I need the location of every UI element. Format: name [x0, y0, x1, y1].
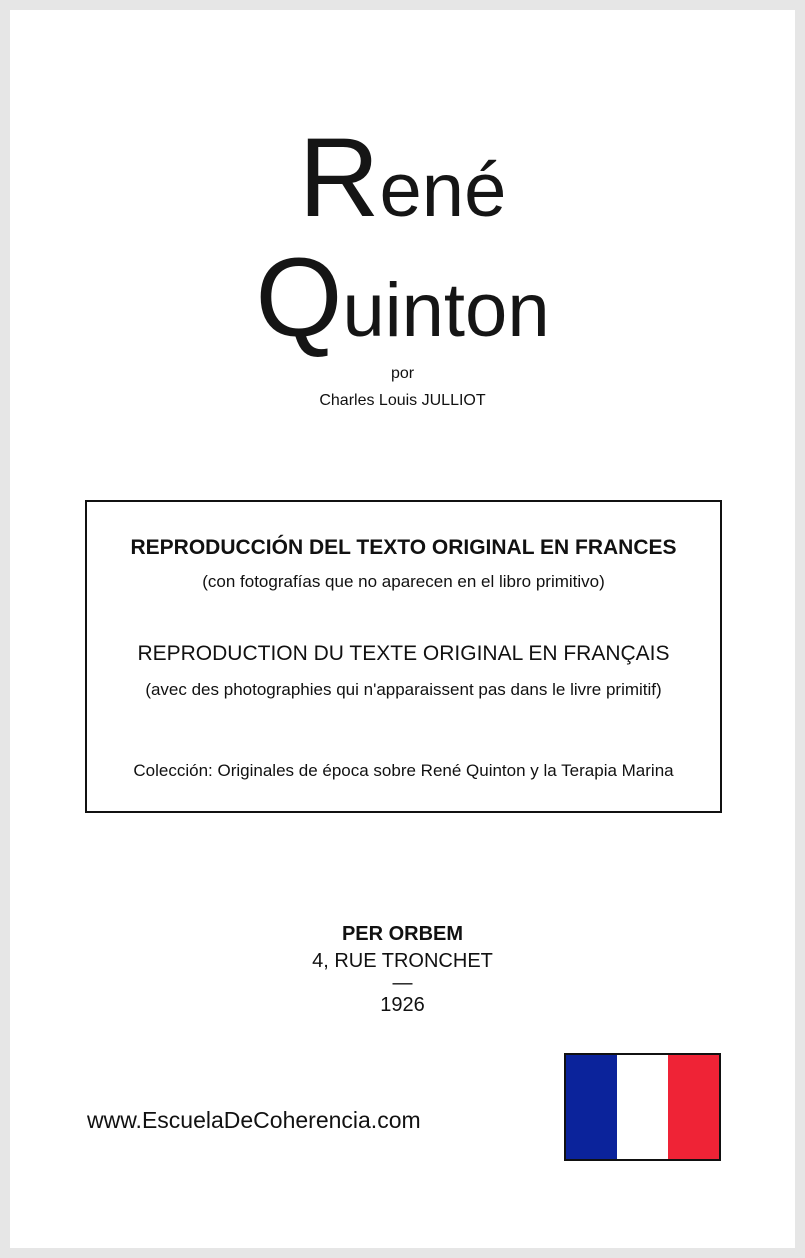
flag-stripe-white — [617, 1055, 668, 1159]
spanish-heading: REPRODUCCIÓN DEL TEXTO ORIGINAL EN FRANCES — [130, 536, 677, 559]
french-subtitle: (avec des photographies qui n'apparaissent pas dans le livre primitif) — [145, 680, 662, 699]
french-flag-icon — [564, 1053, 721, 1161]
book-cover — [10, 10, 795, 1248]
title-rest-2: uinton — [342, 268, 550, 353]
publisher-address: 4, RUE TRONCHET — [312, 950, 493, 972]
notice-box — [85, 500, 722, 813]
publisher-name: PER ORBEM — [341, 923, 464, 945]
title-line-2 — [10, 235, 795, 360]
collection-note: Colección: Originales de época sobre René Quinton y la Terapia Marina — [133, 761, 674, 780]
flag-stripe-red — [668, 1055, 719, 1159]
publisher-dash: — — [392, 972, 413, 994]
author-name: Charles Louis JULLIOT — [319, 392, 486, 409]
flag-stripe-blue — [566, 1055, 617, 1159]
french-heading: REPRODUCTION DU TEXTE ORIGINAL EN FRANÇAIS — [137, 642, 670, 665]
title-initial-q: Q — [255, 235, 343, 360]
title-initial-r: R — [298, 115, 380, 240]
title-line-1 — [10, 115, 795, 240]
title-rest-1: ené — [379, 148, 507, 233]
publication-year: 1926 — [380, 994, 425, 1016]
byline-por: por — [390, 365, 415, 382]
spanish-subtitle: (con fotografías que no aparecen en el libro primitivo) — [202, 572, 605, 591]
website-url: www.EscuelaDeCoherencia.com — [87, 1107, 421, 1133]
